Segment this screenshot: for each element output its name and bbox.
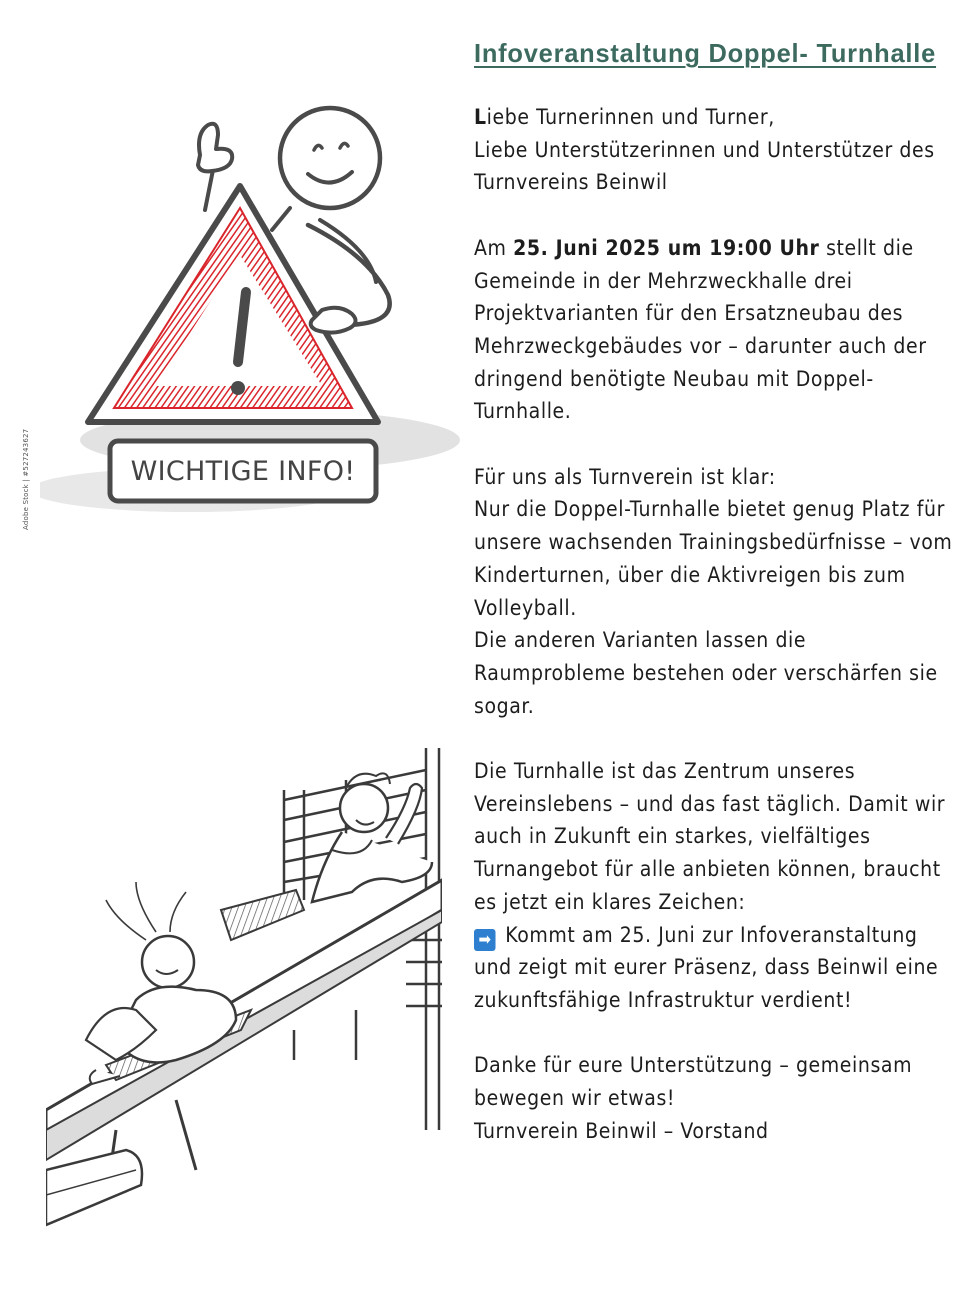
smiley-head [280,108,380,208]
closing-line-2: bewegen wir etwas! [474,1086,676,1112]
center-line-8: zukunftsfähige Infrastruktur verdient! [474,987,853,1013]
children-slide-illustration [46,610,442,1240]
sign-label: WICHTIGE INFO! [130,455,356,487]
announcement-line-3: Projektvarianten für den Ersatzneubau des [474,301,904,327]
position-paragraph [474,462,953,724]
announcement-line-4: Mehrzweckgebäudes vor – darunter auch der [474,333,927,359]
article-text [474,36,953,1181]
signature: Turnverein Beinwil – Vorstand [474,1118,769,1144]
center-line-5: es jetzt ein klares Zeichen: [474,889,746,915]
call-to-action: Kommt am 25. Juni zur Infoveranstaltung [505,922,918,948]
greeting-line-2: Liebe Unterstützerinnen und Unterstützer des [474,137,935,163]
position-line-3: unsere wachsenden Trainingsbedürfnisse – vom [474,530,953,556]
exclamation-icon [231,381,245,395]
position-line-8: sogar. [474,693,535,719]
center-line-1: Die Turnhalle ist das Zentrum unseres [474,759,856,785]
announcement-prefix: Am [474,235,514,261]
announcement-line-1-rest: stellt die [819,235,914,261]
position-line-4: Kinderturnen, über die Aktivreigen bis zum [474,562,906,588]
announcement-line-2: Gemeinde in der Mehrzweckhalle drei [474,268,853,294]
page-title: Infoveranstaltung Doppel- Turnhalle [474,38,937,68]
thumbs-up-icon [198,124,232,172]
announcement-paragraph [474,233,939,429]
announcement-line-5: dringend benötigte Neubau mit Doppel- [474,366,874,392]
position-line-1: Für uns als Turnverein ist klar: [474,464,776,490]
event-date: 25. Juni 2025 um 19:00 Uhr [513,235,820,261]
center-line-2: Vereinslebens – und das fast täglich. Damit wir [474,791,946,817]
greeting-line-1 [474,102,939,135]
position-line-6: Die anderen Varianten lassen die [474,628,807,654]
greeting-line-3: Turnvereins Beinwil [474,170,668,196]
center-line-6 [474,920,939,953]
center-paragraph [474,756,946,1018]
announcement-line-6: Turnhalle. [474,399,572,425]
arrow-right-icon: ➡ [474,929,496,951]
center-line-3: auch in Zukunft ein starkes, vielfältiges [474,824,871,850]
illustration-column [0,0,460,1293]
greeting-line-1-text: iebe Turnerinnen und Turner, [486,105,775,130]
position-line-5: Volleyball. [474,595,577,621]
greeting-initial: L [474,105,487,130]
closing-line-1: Danke für eure Unterstützung – gemeinsam [474,1053,913,1079]
center-line-4: Turnangebot für alle anbieten können, braucht [474,857,941,883]
image-credit: Adobe Stock | #527243627 [22,428,30,530]
center-line-7: und zeigt mit eurer Präsenz, dass Beinwil eine [474,955,939,981]
announcement-line-1 [474,233,939,266]
greeting-paragraph [474,102,939,200]
position-line-2: Nur die Doppel-Turnhalle bietet genug Platz für [474,497,945,523]
closing-paragraph [474,1050,939,1148]
position-line-7: Raumprobleme bestehen oder verschärfen sie [474,660,938,686]
